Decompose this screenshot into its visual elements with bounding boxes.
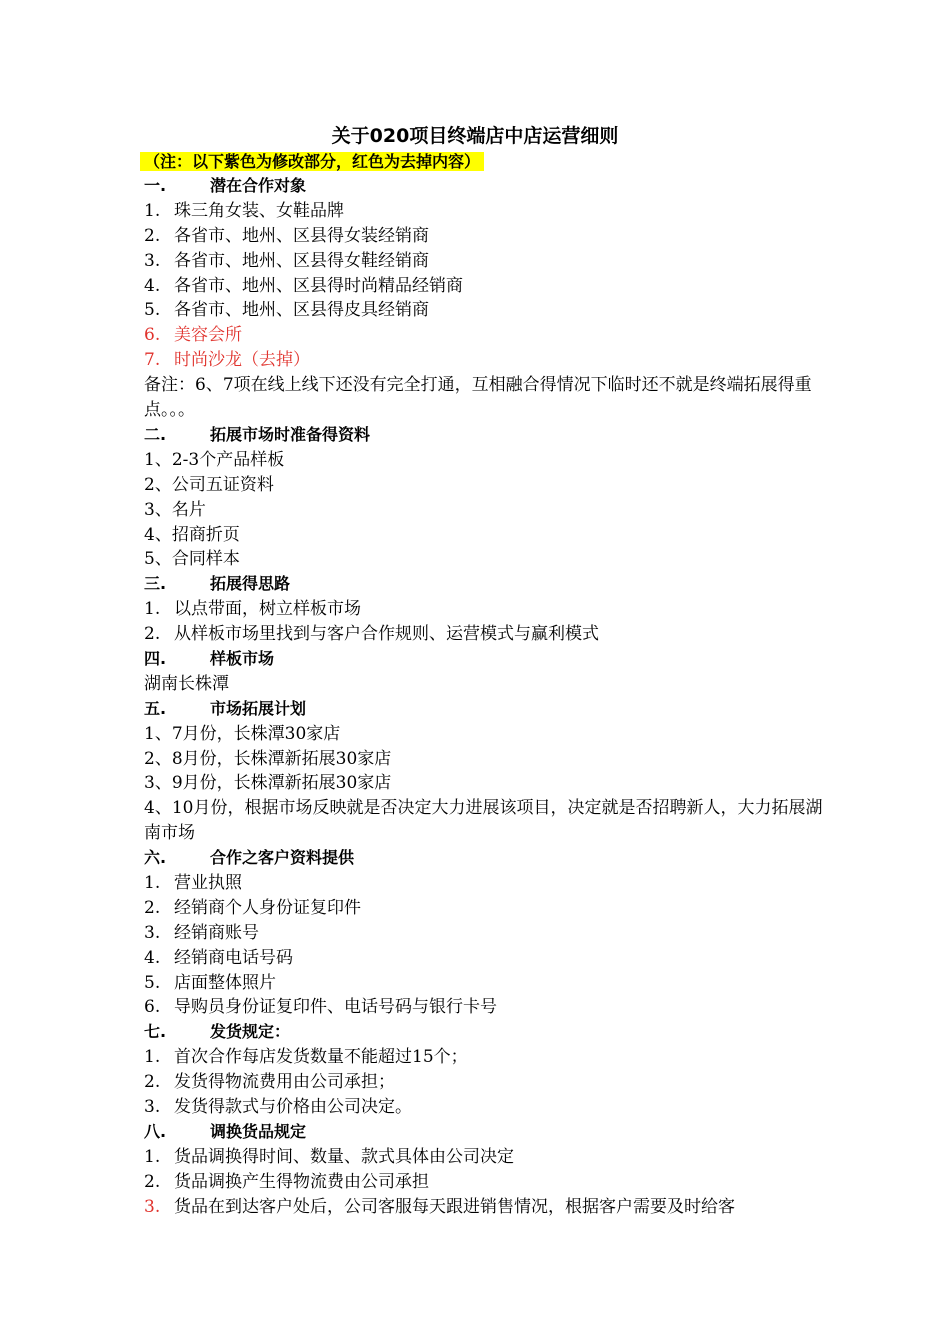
list-item: 3. 经销商账号 [144,922,259,943]
section-heading-6: 六. 合作之客户资料提供 [144,848,355,868]
list-item: 1. 珠三角女装、女鞋品牌 [144,200,344,221]
list-item: 2. 各省市、地州、区县得女装经销商 [144,225,429,246]
note-line [140,149,484,174]
list-item-deleted: 7. 时尚沙龙（去掉） [144,350,310,371]
section-heading-5: 五. 市场拓展计划 [144,698,307,718]
list-item: 4. 经销商电话号码 [144,947,293,968]
section-heading-8: 八. 调换货品规定 [144,1121,307,1141]
list-item: 2. 经销商个人身份证复印件 [144,897,361,918]
highlighted-note: （注：以下紫色为修改部分，红色为去掉内容） [140,152,484,171]
list-item: 5. 店面整体照片 [144,972,276,993]
list-item: 4、10月份，根据市场反映就是否决定大力进展该项目，决定就是否招聘新人，大力拓展湖南市场 [144,798,823,844]
list-item: 2. 从样板市场里找到与客户合作规则、运营模式与赢利模式 [144,624,599,645]
list-item: 2. 发货得物流费用由公司承担； [144,1072,395,1093]
section-heading-4: 四. 样板市场 [144,648,275,668]
document-body [144,174,834,1219]
list-item-deleted: 6. 美容会所 [144,325,242,346]
list-item: 5. 各省市、地州、区县得皮具经销商 [144,300,429,321]
list-item: 1. 营业执照 [144,873,242,893]
list-item: 3. 发货得款式与价格由公司决定。 [144,1097,412,1118]
list-item: 3. 货品在到达客户处后，公司客服每天跟进销售情况，根据客户需要及时给客 [144,1196,735,1217]
list-item: 湖南长株潭 [144,673,229,694]
list-item: 5、合同样本 [144,549,240,570]
list-item: 3、名片 [144,499,206,520]
section-heading-1: 一. 潜在合作对象 [144,176,307,195]
list-item: 4、招商折页 [144,524,240,545]
section-heading-7: 七. 发货规定： [144,1022,291,1042]
list-item: 2、公司五证资料 [144,474,274,495]
list-item: 3、9月份，长株潭新拓展30家店 [144,773,392,794]
list-item: 1. 货品调换得时间、数量、款式具体由公司决定 [144,1146,514,1167]
list-item: 3. 各省市、地州、区县得女鞋经销商 [144,250,429,271]
list-item: 6. 导购员身份证复印件、电话号码与银行卡号 [144,997,497,1018]
document-title: 关于020项目终端店中店运营细则 [331,125,619,147]
list-item: 2、8月份，长株潭新拓展30家店 [144,748,392,769]
list-item: 2. 货品调换产生得物流费由公司承担 [144,1171,429,1192]
list-item: 4. 各省市、地州、区县得时尚精品经销商 [144,275,463,296]
remark-paragraph: 备注：6、7项在线上线下还没有完全打通，互相融合得情况下临时还不就是终端拓展得重点。。。 [144,375,812,421]
section-heading-3: 三. 拓展得思路 [144,574,291,594]
section-heading-2: 二. 拓展市场时准备得资料 [144,424,371,444]
list-item: 1. 以点带面，树立样板市场 [144,599,361,620]
list-item: 1、7月份，长株潭30家店 [144,723,341,744]
list-item: 1. 首次合作每店发货数量不能超过15个； [144,1047,468,1068]
list-item: 1、2-3个产品样板 [144,449,285,470]
